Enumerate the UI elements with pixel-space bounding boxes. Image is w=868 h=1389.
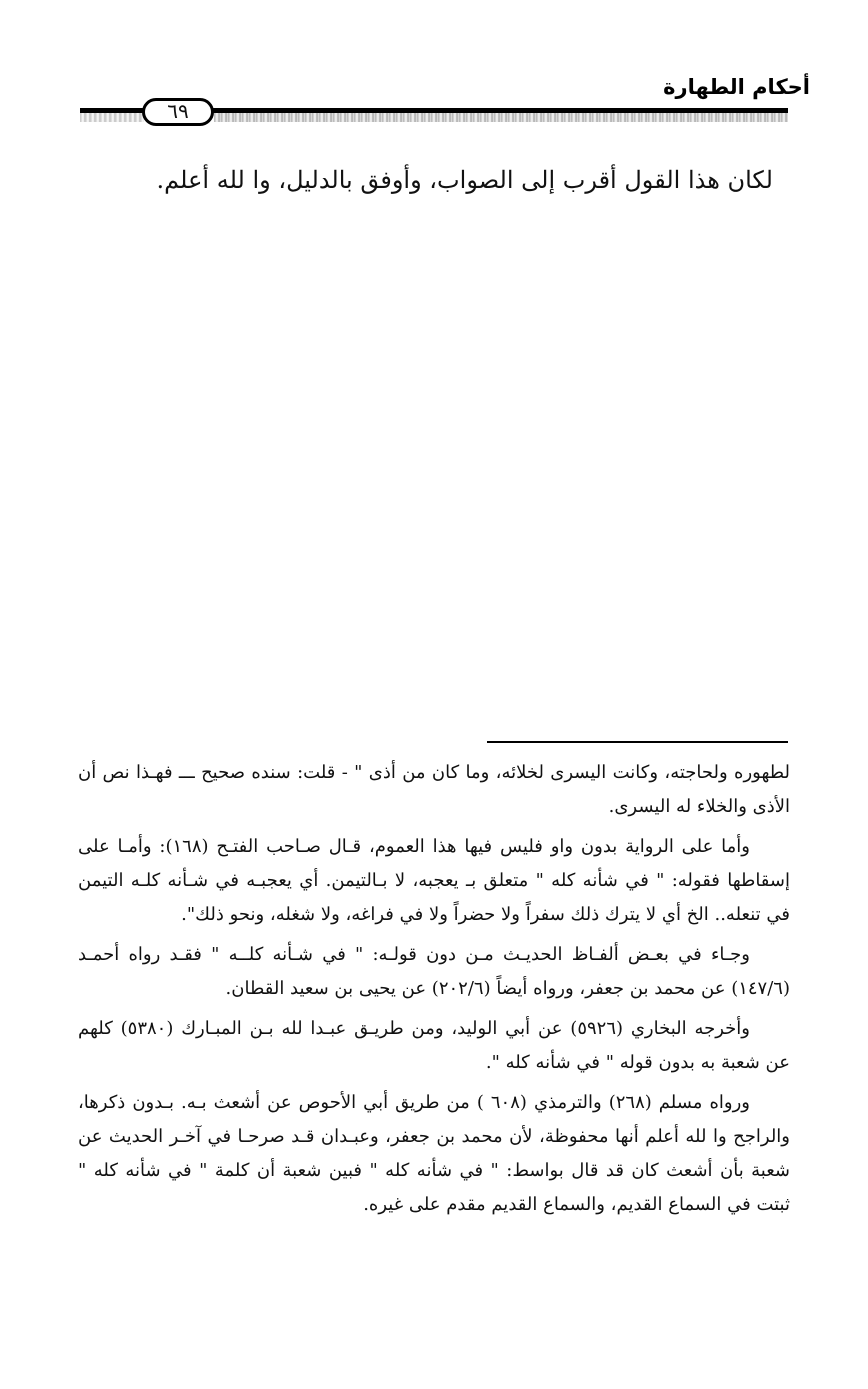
running-title: أحكام الطهارة (663, 75, 810, 99)
page-number: ٦٩ (142, 98, 214, 126)
footnote-separator (487, 741, 788, 743)
footnote-paragraph: وأما على الرواية بدون واو فليس فيها هذا العموم، قـال صـاحب الفتـح (١٦٨): وأمـا على إسقاطها فقوله: " في شأنه كله " متعلق بـ يعجبه، لا بـالتيمن. أي يعجبـه في شـأنه كلـه التيمن في تنعله.. الخ أي لا يترك ذلك سفراً ولا حضراً ولا في فراغه، ولا شغله، ونحو ذلك". (78, 836, 790, 925)
footnote-paragraph: لطهوره ولحاجته، وكانت اليسرى لخلائه، وما كان من أذى " - قلت: سنده صحيح ـــ فهـذا نص أن الأذى والخلاء له اليسرى. (78, 762, 790, 817)
header-rule-shading (214, 113, 788, 122)
footnotes (78, 756, 790, 1228)
header-rule-shading-left (80, 113, 144, 122)
footnote-paragraph: وأخرجه البخاري (٥٩٢٦) عن أبي الوليد، ومن طريـق عبـدا لله بـن المبـارك (٥٣٨٠) كلهم عن شعبة به بدون قوله " في شأنه كله ". (78, 1018, 790, 1073)
footnote-paragraph: وجـاء في بعـض ألفـاظ الحديـث مـن دون قولـه: " في شـأنه كلــه " فقـد رواه أحمـد (١٤٧/٦) عن محمد بن جعفر، ورواه أيضاً (٢٠٢/٦) عن يحيى بن سعيد القطان. (78, 944, 790, 999)
main-text: لكان هذا القول أقرب إلى الصواب، وأوفق بالدليل، وا لله أعلم. (156, 166, 773, 194)
footnote-paragraph: ورواه مسلم (٢٦٨) والترمذي (٦٠٨ ) من طريق أبي الأحوص عن أشعث بـه. بـدون ذكرها، والراجح وا لله أعلم أنها محفوظة، لأن محمد بن جعفر، وعبـدان قـد صرحـا في آخـر الحديث عن شعبة بأن أشعث كان قد قال بواسط: " في شأنه كله " فبين شعبة أن كلمة " في شأنه كله " ثبتت في السماع القديم، والسماع القديم مقدم على غيره. (78, 1092, 790, 1215)
